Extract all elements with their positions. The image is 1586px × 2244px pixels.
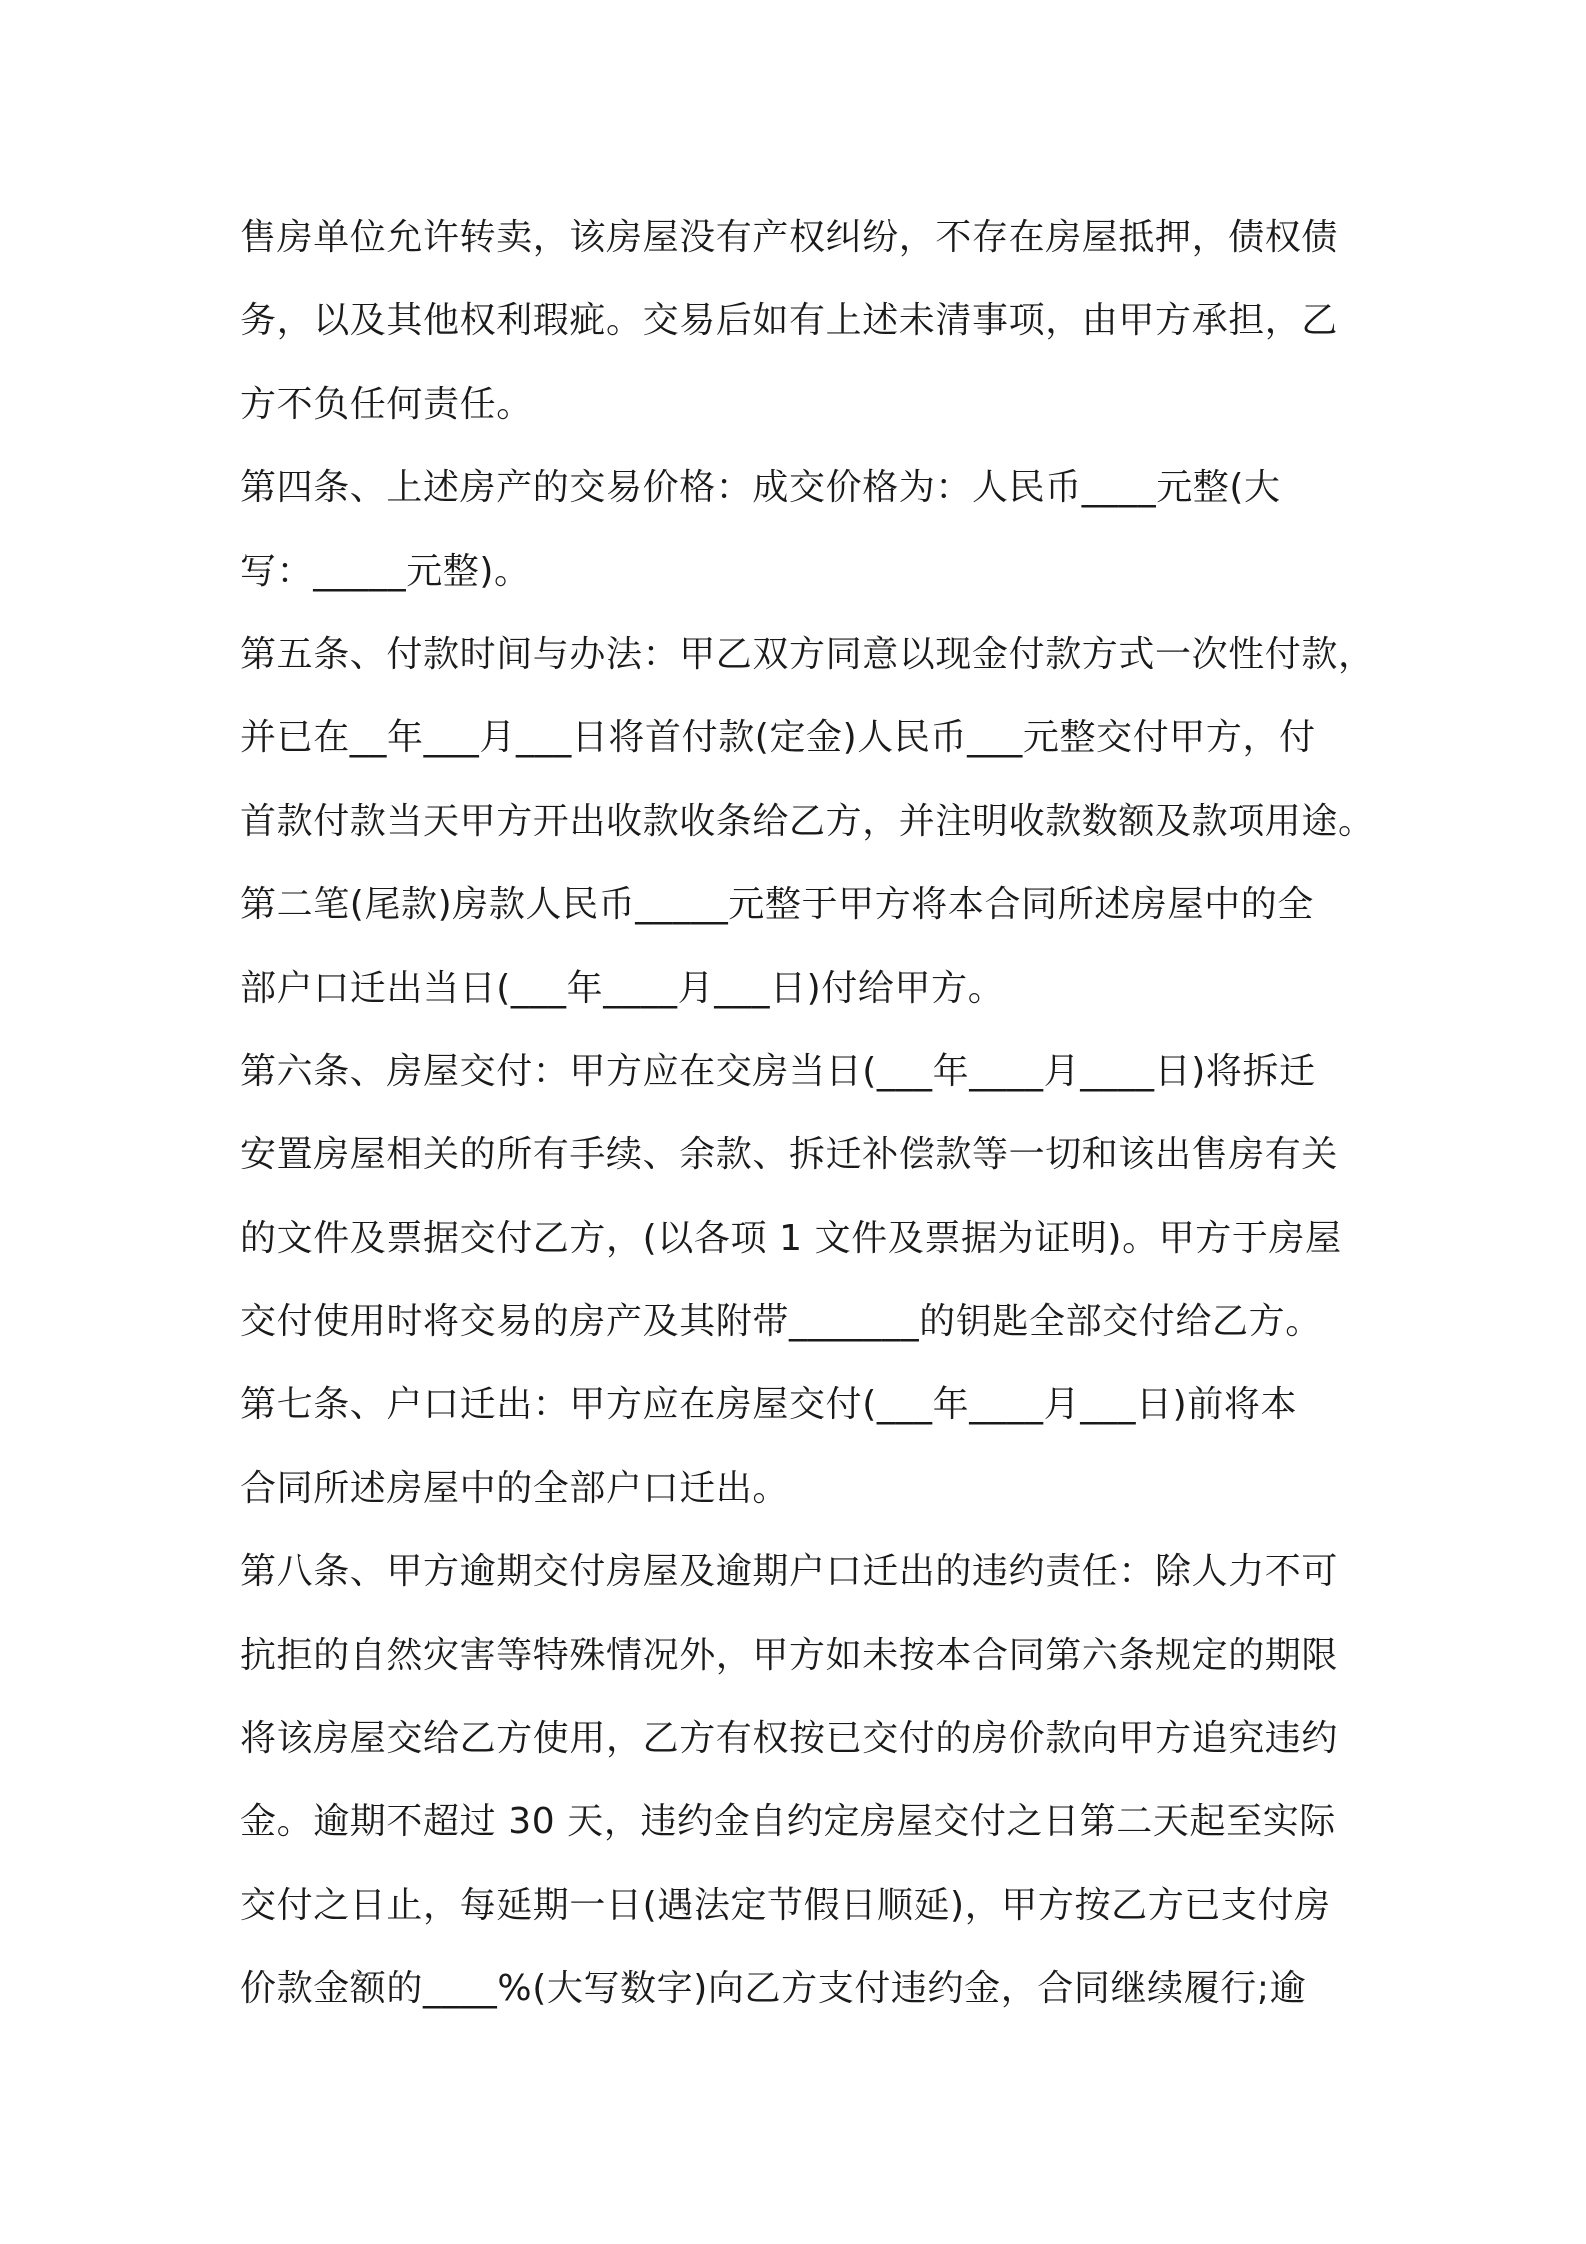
text-line: 将该房屋交给乙方使用，乙方有权按已交付的房价款向甲方追究违约 bbox=[240, 1718, 1339, 1760]
text-line: 并已在__年___月___日将首付款(定金)人民币___元整交付甲方，付 bbox=[240, 717, 1316, 759]
text-line: 抗拒的自然灾害等特殊情况外，甲方如未按本合同第六条规定的期限 bbox=[240, 1634, 1339, 1676]
text-line: 第二笔(尾款)房款人民币_____元整于甲方将本合同所述房屋中的全 bbox=[240, 884, 1314, 926]
text-line: 安置房屋相关的所有手续、余款、拆迁补偿款等一切和该出售房有关 bbox=[240, 1134, 1339, 1176]
text-line: 金。逾期不超过 30 天，违约金自约定房屋交付之日第二天起至实际 bbox=[240, 1801, 1336, 1843]
text-line: 价款金额的____%(大写数字)向乙方支付违约金，合同继续履行;逾 bbox=[240, 1968, 1307, 2010]
text-line: 首款付款当天甲方开出收款收条给乙方，并注明收款数额及款项用途。 bbox=[240, 800, 1375, 842]
text-line: 交付之日止，每延期一日(遇法定节假日顺延)，甲方按乙方已支付房 bbox=[240, 1884, 1331, 1926]
text-line: 第八条、甲方逾期交付房屋及逾期户口迁出的违约责任：除人力不可 bbox=[240, 1551, 1339, 1593]
text-line: 的文件及票据交付乙方，(以各项 1 文件及票据为证明)。甲方于房屋 bbox=[240, 1217, 1342, 1259]
text-line: 第六条、房屋交付：甲方应在交房当日(___年____月____日)将拆迁 bbox=[240, 1050, 1316, 1092]
text-line: 写：_____元整)。 bbox=[240, 550, 531, 592]
text-line: 第七条、户口迁出：甲方应在房屋交付(___年____月___日)前将本 bbox=[240, 1384, 1298, 1426]
document-body bbox=[240, 196, 1375, 2031]
text-line: 交付使用时将交易的房产及其附带_______的钥匙全部交付给乙方。 bbox=[240, 1301, 1322, 1343]
text-line: 务，以及其他权利瑕疵。交易后如有上述未清事项，由甲方承担，乙 bbox=[240, 300, 1339, 342]
text-line: 部户口迁出当日(___年____月___日)付给甲方。 bbox=[240, 967, 1005, 1009]
text-line: 合同所述房屋中的全部户口迁出。 bbox=[240, 1467, 790, 1509]
text-line: 第四条、上述房产的交易价格：成交价格为：人民币____元整(大 bbox=[240, 467, 1281, 509]
text-line: 第五条、付款时间与办法：甲乙双方同意以现金付款方式一次性付款， bbox=[240, 633, 1375, 675]
text-line: 售房单位允许转卖，该房屋没有产权纠纷，不存在房屋抵押，债权债 bbox=[240, 217, 1339, 258]
text-line: 方不负任何责任。 bbox=[240, 383, 533, 425]
